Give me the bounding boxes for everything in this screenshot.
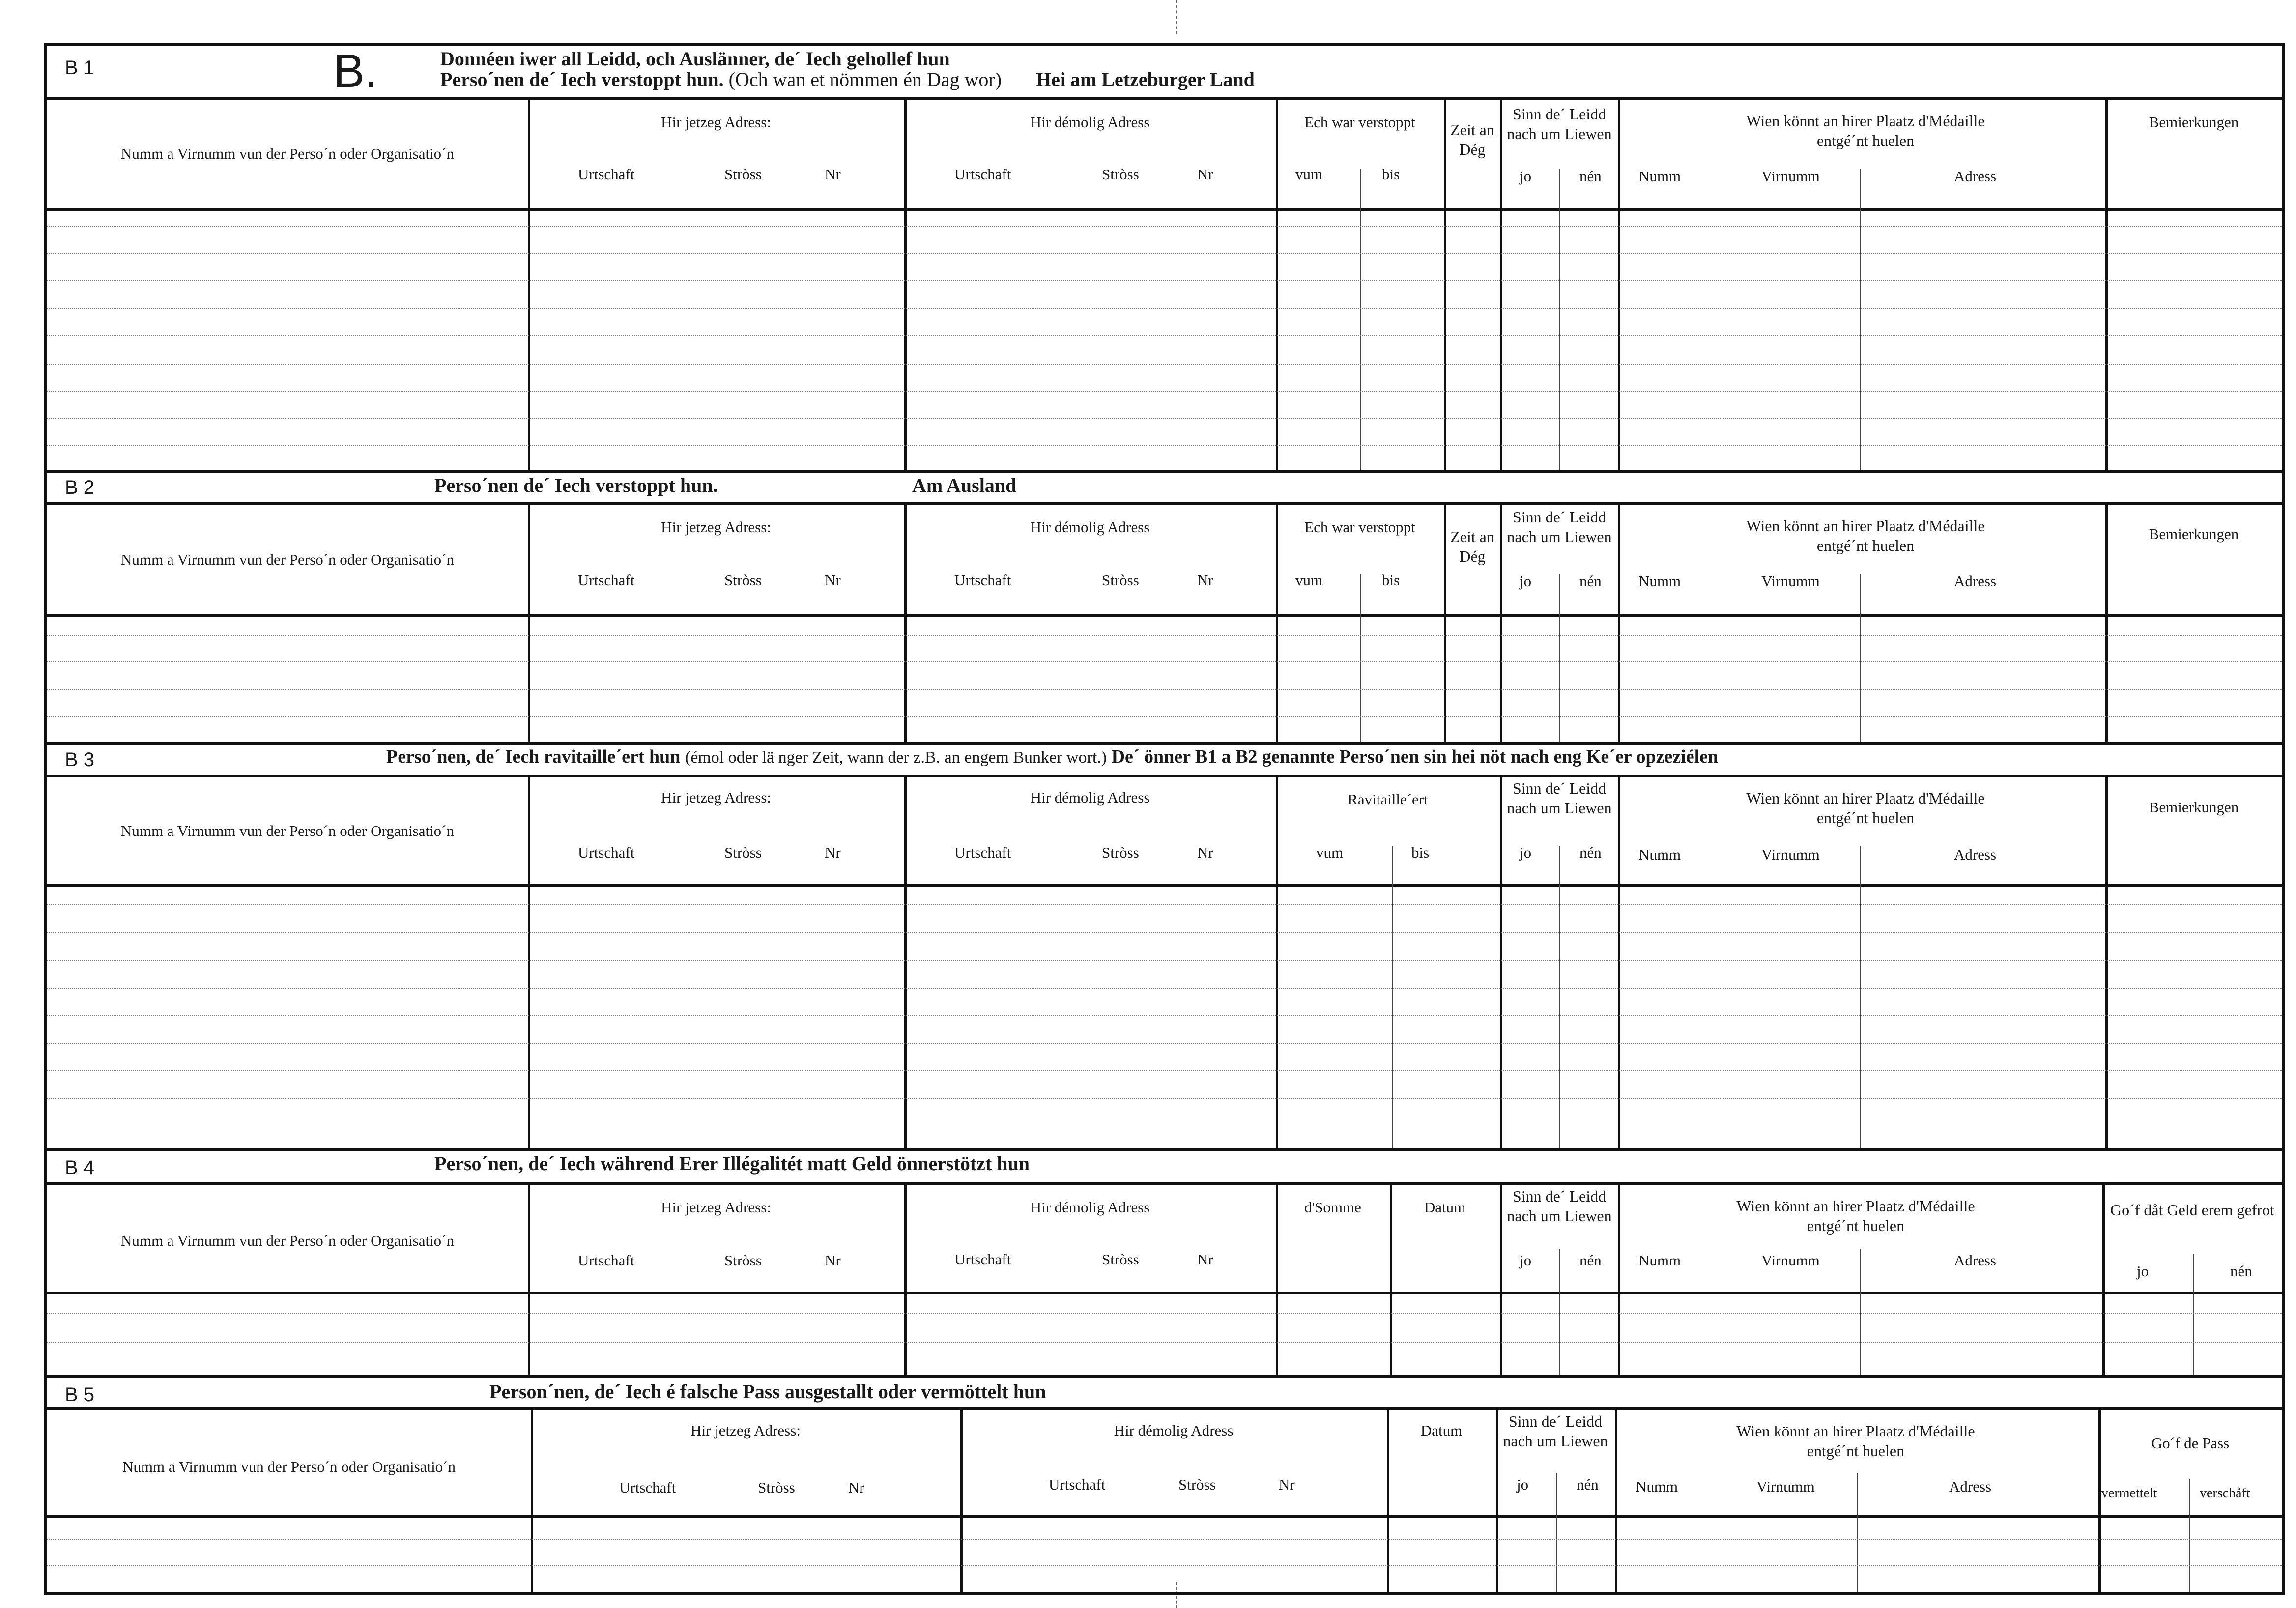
label-zeit: Zeit an Dég — [1450, 528, 1494, 565]
label-bis: bis — [1411, 844, 1430, 861]
label-adress: Adress — [1949, 1478, 1992, 1495]
section-b2-table — [47, 502, 2282, 745]
dotted-entry-line[interactable] — [47, 253, 2282, 254]
label-virnumm: Virnumm — [1756, 1478, 1815, 1495]
section-b2-title-row — [47, 473, 2282, 503]
label-vum: vum — [1295, 166, 1323, 183]
dotted-entry-line[interactable] — [47, 308, 2282, 309]
form-lead-line2 — [440, 68, 1255, 91]
label-alive: Sinn de´ Leidd nach um Liewen — [1507, 779, 1612, 817]
label-gof-pass: Go´f de Pass — [2151, 1435, 2230, 1452]
dotted-entry-line[interactable] — [47, 1539, 2282, 1540]
label-urtschaft: Urtschaft — [954, 572, 1011, 589]
dotted-entry-line[interactable] — [47, 418, 2282, 419]
label-hidden: Ech war verstoppt — [1304, 518, 1415, 536]
label-urtschaft: Urtschaft — [619, 1479, 676, 1496]
label-stross: Stròss — [1102, 572, 1139, 589]
label-numm: Numm — [1638, 573, 1681, 590]
section-code: B 1 — [65, 57, 95, 79]
label-current-address: Hir jetzeg Adress: — [690, 1422, 801, 1439]
section-b2-place: Am Ausland — [912, 474, 1017, 496]
label-urtschaft: Urtschaft — [1049, 1476, 1106, 1493]
label-virnumm: Virnumm — [1761, 573, 1820, 590]
label-stross: Stròss — [1102, 166, 1139, 183]
label-numm: Numm — [1638, 1252, 1681, 1269]
label-medal: Wien könnt an hirer Plaatz d'Médaille entgé´nt huelen — [1746, 517, 1985, 554]
label-ravitailleert: Ravitaille´ert — [1348, 791, 1428, 808]
label-nr: Nr — [1197, 572, 1213, 589]
label-jo: jo — [1520, 1252, 1532, 1269]
label-nen: nén — [1579, 1252, 1602, 1269]
section-b1-table — [47, 97, 2282, 473]
label-datum: Datum — [1420, 1422, 1463, 1439]
label-virnumm: Virnumm — [1761, 1252, 1820, 1269]
label-adress: Adress — [1954, 1252, 1997, 1269]
label-nr: Nr — [1197, 1251, 1213, 1268]
label-jo: jo — [1520, 844, 1532, 861]
dotted-entry-line[interactable] — [47, 445, 2282, 446]
label-nen: nén — [2230, 1263, 2252, 1280]
label-numm: Numm — [1636, 1478, 1678, 1495]
label-vermettelt: vermettelt — [2101, 1486, 2157, 1501]
crop-mark-top — [1176, 0, 1177, 34]
label-nr: Nr — [825, 1252, 841, 1269]
section-b5-title-row — [47, 1378, 2282, 1408]
dotted-entry-line[interactable] — [47, 716, 2282, 717]
section-code: B 4 — [65, 1157, 95, 1178]
form-frame — [44, 43, 2285, 1595]
section-b1-title-row — [47, 46, 2282, 98]
label-medal: Wien könnt an hirer Plaatz d'Médaille entgé´nt huelen — [1736, 1197, 1975, 1235]
label-bis: bis — [1382, 572, 1400, 589]
label-gof-geld: Go´f dåt Geld erem gefrot — [2110, 1201, 2275, 1219]
label-former-address: Hir démolig Adress — [1030, 114, 1150, 131]
section-b5-rows — [47, 1518, 2282, 1592]
dotted-entry-line[interactable] — [47, 226, 2282, 227]
label-alive: Sinn de´ Leidd nach um Liewen — [1503, 1412, 1608, 1450]
label-adress: Adress — [1954, 168, 1997, 185]
label-current-address: Hir jetzeg Adress: — [661, 1199, 771, 1216]
section-b3-title-row — [47, 745, 2282, 775]
label-medal: Wien könnt an hirer Plaatz d'Médaille entgé´nt huelen — [1736, 1422, 1975, 1460]
label-current-address: Hir jetzeg Adress: — [661, 789, 771, 806]
dotted-entry-line[interactable] — [47, 689, 2282, 690]
section-b3 — [47, 745, 2282, 1151]
dotted-entry-line[interactable] — [47, 1565, 2282, 1566]
label-numm: Numm — [1638, 846, 1681, 863]
dotted-entry-line[interactable] — [47, 1098, 2282, 1099]
label-stross: Stròss — [724, 572, 762, 589]
label-verschaft: verschåft — [2200, 1486, 2250, 1501]
label-name: Numm a Virnumm vun der Perso´n oder Organisatio´n — [120, 145, 455, 162]
label-former-address: Hir démolig Adress — [1114, 1422, 1234, 1439]
dotted-entry-line[interactable] — [47, 932, 2282, 933]
label-stross: Stròss — [724, 1252, 762, 1269]
lead-normal: (Och wan et nömmen én Dag wor) — [728, 68, 1002, 90]
label-remarks: Bemierkungen — [2149, 114, 2239, 131]
label-virnumm: Virnumm — [1761, 846, 1820, 863]
lead-bold: Perso´nen de´ Iech verstoppt hun. — [440, 68, 724, 90]
b3-title-note: (émol oder lä nger Zeit, wann der z.B. an engem Bunker wort.) — [685, 748, 1107, 767]
label-urtschaft: Urtschaft — [578, 166, 635, 183]
label-nen: nén — [1579, 844, 1602, 861]
label-numm: Numm — [1638, 168, 1681, 185]
label-stross: Stròss — [724, 166, 762, 183]
dotted-entry-line[interactable] — [47, 1043, 2282, 1044]
label-stross: Stròss — [758, 1479, 795, 1496]
label-zeit: Zeit an Dég — [1450, 121, 1494, 158]
b3-title-tail: De´ önner B1 a B2 genannte Perso´nen sin hei nöt nach eng Ke´er opzeziélen — [1111, 747, 1719, 767]
label-jo: jo — [2137, 1263, 2149, 1280]
label-vum: vum — [1295, 572, 1323, 589]
label-alive: Sinn de´ Leidd nach um Liewen — [1507, 105, 1612, 143]
b3-title-bold: Perso´nen, de´ Iech ravitaille´ert hun — [386, 747, 681, 767]
section-code: B 5 — [65, 1384, 95, 1406]
section-b4-title: Perso´nen, de´ Iech während Erer Illégalitét matt Geld önnerstötzt hun — [434, 1152, 1030, 1175]
section-b3-title — [386, 746, 1718, 768]
label-nen: nén — [1579, 168, 1602, 185]
label-urtschaft: Urtschaft — [578, 1252, 635, 1269]
section-b2 — [47, 473, 2282, 745]
label-name: Numm a Virnumm vun der Perso´n oder Organisatio´n — [122, 1458, 456, 1475]
label-nr: Nr — [1279, 1476, 1295, 1493]
label-current-address: Hir jetzeg Adress: — [661, 114, 771, 131]
label-nen: nén — [1579, 573, 1602, 590]
label-nr: Nr — [825, 844, 841, 861]
label-urtschaft: Urtschaft — [578, 844, 635, 861]
label-stross: Stròss — [724, 844, 762, 861]
label-stross: Stròss — [1102, 844, 1139, 861]
label-nr: Nr — [1197, 166, 1213, 183]
dotted-entry-line[interactable] — [47, 960, 2282, 961]
section-code: B 2 — [65, 477, 95, 498]
label-bis: bis — [1382, 166, 1400, 183]
dotted-entry-line[interactable] — [47, 1070, 2282, 1071]
section-b3-rows — [47, 887, 2282, 1148]
dotted-entry-line[interactable] — [47, 364, 2282, 365]
section-b5-table — [47, 1407, 2282, 1592]
label-remarks: Bemierkungen — [2149, 525, 2239, 543]
section-b1 — [47, 46, 2282, 473]
form-letter: B. — [333, 45, 378, 97]
label-hidden: Ech war verstoppt — [1304, 114, 1415, 131]
dotted-entry-line[interactable] — [47, 988, 2282, 989]
section-b2-rows — [47, 617, 2282, 742]
label-adress: Adress — [1954, 573, 1997, 590]
label-urtschaft: Urtschaft — [954, 166, 1011, 183]
label-urtschaft: Urtschaft — [954, 844, 1011, 861]
label-nr: Nr — [825, 166, 841, 183]
label-nr: Nr — [825, 572, 841, 589]
label-nr: Nr — [848, 1479, 864, 1496]
label-virnumm: Virnumm — [1761, 168, 1820, 185]
section-b1-rows — [47, 211, 2282, 470]
section-b3-table — [47, 775, 2282, 1151]
section-b2-title: Perso´nen de´ Iech verstoppt hun. — [434, 474, 718, 496]
label-medal: Wien könnt an hirer Plaatz d'Médaille entgé´nt huelen — [1746, 789, 1985, 827]
label-datum: Datum — [1424, 1199, 1466, 1216]
lead-place: Hei am Letzeburger Land — [1036, 68, 1255, 90]
label-jo: jo — [1520, 168, 1532, 185]
label-jo: jo — [1520, 573, 1532, 590]
section-b4-title-row — [47, 1151, 2282, 1183]
label-urtschaft: Urtschaft — [578, 572, 635, 589]
section-b4-table — [47, 1182, 2282, 1378]
label-urtschaft: Urtschaft — [954, 1251, 1011, 1268]
label-former-address: Hir démolig Adress — [1030, 789, 1150, 806]
label-adress: Adress — [1954, 846, 1997, 863]
label-alive: Sinn de´ Leidd nach um Liewen — [1507, 1187, 1612, 1225]
label-former-address: Hir démolig Adress — [1030, 518, 1150, 536]
dotted-entry-line[interactable] — [47, 661, 2282, 662]
label-vum: vum — [1316, 844, 1344, 861]
label-current-address: Hir jetzeg Adress: — [661, 518, 771, 536]
section-b4 — [47, 1151, 2282, 1378]
label-medal: Wien könnt an hirer Plaatz d'Médaille entgé´nt huelen — [1746, 112, 1985, 149]
section-b5-title: Person´nen, de´ Iech é falsche Pass ausgestallt oder vermöttelt hun — [489, 1380, 1046, 1403]
section-code: B 3 — [65, 749, 95, 771]
label-name: Numm a Virnumm vun der Perso´n oder Organisatio´n — [120, 1232, 455, 1249]
section-b5 — [47, 1378, 2282, 1592]
label-name: Numm a Virnumm vun der Perso´n oder Organisatio´n — [120, 551, 455, 568]
label-stross: Stròss — [1178, 1476, 1216, 1493]
label-alive: Sinn de´ Leidd nach um Liewen — [1507, 508, 1612, 546]
label-nen: nén — [1577, 1476, 1599, 1493]
dotted-entry-line[interactable] — [47, 635, 2282, 636]
label-jo: jo — [1517, 1476, 1529, 1493]
dotted-entry-line[interactable] — [47, 335, 2282, 336]
dotted-entry-line[interactable] — [47, 1313, 2282, 1314]
dotted-entry-line[interactable] — [47, 391, 2282, 392]
dotted-entry-line[interactable] — [47, 280, 2282, 281]
section-b4-rows — [47, 1294, 2282, 1375]
form-lead-line1: Donnéen iwer all Leidd, och Auslänner, de´ Iech gehollef hun — [440, 48, 950, 70]
dotted-entry-line[interactable] — [47, 904, 2282, 905]
label-somme: d'Somme — [1304, 1199, 1361, 1216]
label-former-address: Hir démolig Adress — [1030, 1199, 1150, 1216]
label-stross: Stròss — [1102, 1251, 1139, 1268]
label-nr: Nr — [1197, 844, 1213, 861]
dotted-entry-line[interactable] — [47, 1015, 2282, 1016]
label-name: Numm a Virnumm vun der Perso´n oder Organisatio´n — [120, 822, 455, 839]
dotted-entry-line[interactable] — [47, 1342, 2282, 1343]
label-remarks: Bemierkungen — [2149, 799, 2239, 816]
